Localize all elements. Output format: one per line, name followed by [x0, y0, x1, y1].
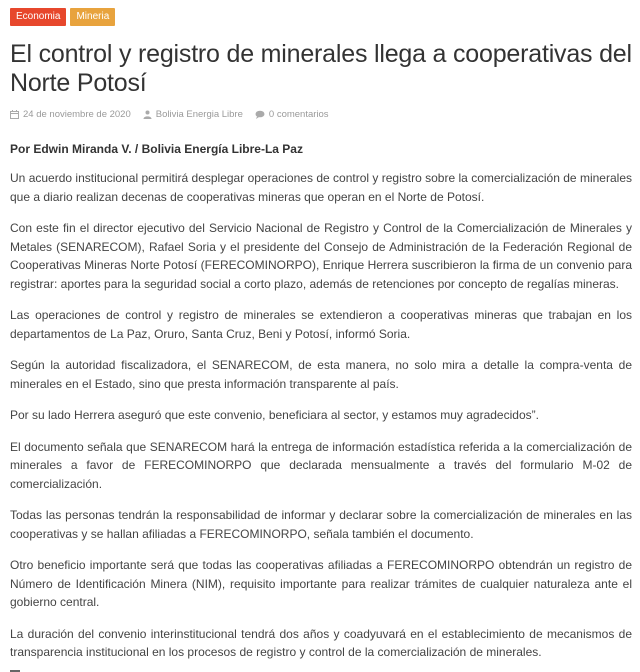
post-comments-link[interactable]: 0 comentarios [268, 108, 329, 120]
article-paragraph: La duración del convenio interinstitucional tendrá dos años y coadyuvará en el establecimiento de mecanismos de transparencia institucional en los procesos de registro y control de la comercialización de minerales. [10, 626, 632, 659]
category-tag-economia[interactable]: Economia [10, 8, 66, 26]
article-paragraph: El documento señala que SENARECOM hará la entrega de información estadística referida a la comercialización de minerales a favor de FERECOMINORPO que declarada mensualmente a través del formulario M-02 de comercialización. [10, 439, 632, 491]
article-paragraph: Un acuerdo institucional permitirá desplegar operaciones de control y registro sobre la comercialización de minerales que a diario realizan decenas de cooperativas mineras que operan en el Norte de Potosí. [10, 171, 632, 204]
post-author[interactable] [143, 109, 243, 120]
article-paragraph: Todas las personas tendrán la responsabilidad de informar y declarar sobre la comercialización de minerales en las cooperativas y se hallan afiliadas a FERECOMINORPO, señala también el documento. [10, 508, 632, 541]
category-tag-mineria[interactable]: Mineria [70, 8, 115, 26]
user-icon [143, 110, 152, 119]
article-title: El control y registro de minerales llega a cooperativas del Norte Potosí [10, 40, 632, 97]
article-paragraph: Otro beneficio importante será que todas las cooperativas afiliadas a FERECOMINORPO obtendrán un registro de Número de Identificación Minera (NIM), requisito importante para realizar trámites de cualquier naturaleza ante el gobierno central. [10, 558, 632, 609]
article-paragraph: Por su lado Herrera aseguró que este convenio, beneficiara al sector, y estamos muy agradecidos”. [10, 408, 539, 422]
calendar-icon [10, 110, 19, 119]
article-byline: Por Edwin Miranda V. / Bolivia Energía Libre-La Paz [10, 142, 303, 156]
article-paragraph: Con este fin el director ejecutivo del Servicio Nacional de Registro y Control de la Comercialización de Minerales y Metales (SENARECOM), Rafael Soria y el presidente del Consejo de Administración de la Federación Regional de Cooperativas Mineras Norte Potosí (FERECOMINORPO), Enrique Herrera suscribieron la firma de un convenio para registrar: aportes para la seguridad social a corto plazo, además de retenciones por concepto de regalías mineras. [10, 221, 632, 291]
article-body [10, 169, 632, 662]
article-meta [10, 107, 632, 121]
article-paragraph: Las operaciones de control y registro de minerales se extendieron a cooperativas mineras que trabajan en los departamentos de La Paz, Oruro, Santa Cruz, Beni y Potosí, informó Soria. [10, 308, 632, 341]
post-date-link[interactable]: 24 de noviembre de 2020 [23, 108, 131, 120]
post-comments[interactable] [255, 109, 329, 120]
comment-icon [255, 110, 265, 119]
post-date[interactable] [10, 109, 131, 120]
post-author-link[interactable]: Bolivia Energia Libre [155, 108, 243, 120]
category-tags [10, 8, 632, 26]
article-paragraph: Según la autoridad fiscalizadora, el SENARECOM, de esta manera, no solo mira a detalle la compra-venta de minerales en el Estado, sino que presta información transparente al país. [10, 358, 632, 391]
